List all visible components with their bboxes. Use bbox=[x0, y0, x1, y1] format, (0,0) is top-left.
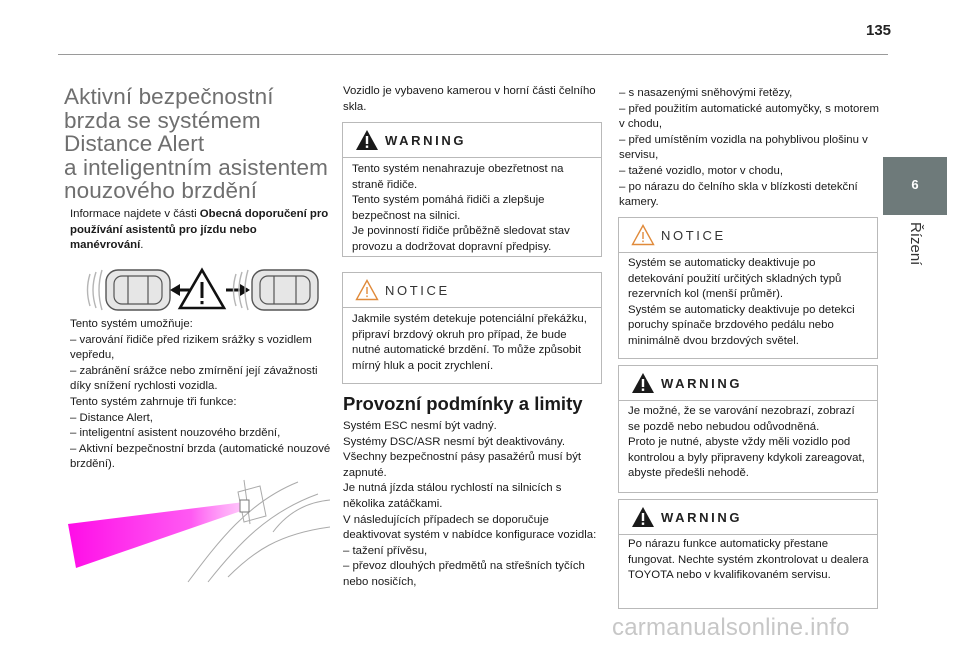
warning-box-3-text: Po nárazu funkce automaticky přestane fungovat. Nechte systém zkontrolovat u dealera TOYOTA nebo v kvalifikovaném servisu. bbox=[628, 538, 869, 582]
deactivation-list bbox=[619, 86, 881, 211]
notice-box-2-text: Systém se automaticky deaktivuje po detekování použití určitých skladných typů rezervních kol (menší průměr). Systém se automaticky deaktivuje po detekci poruchy spínače brzdového pedálu nebo minimálně dvou brzdových světel. bbox=[628, 257, 855, 347]
system-description bbox=[70, 317, 332, 473]
warning-box-2-header bbox=[619, 366, 877, 401]
header-rule bbox=[58, 54, 888, 55]
operating-conditions bbox=[343, 419, 605, 591]
notice-box-2-header bbox=[619, 218, 877, 253]
chapter-label-wrap bbox=[900, 222, 930, 282]
warning-label: WARNING bbox=[385, 133, 467, 148]
watermark: carmanualsonline.info bbox=[612, 614, 850, 641]
section-heading: Provozní podmínky a limity bbox=[343, 393, 583, 414]
intro-bold-link: Obecná doporučení pro používání asistentů pro jízdu nebo manévrování bbox=[70, 208, 329, 252]
chapter-number: 6 bbox=[911, 177, 919, 192]
chapter-label: Řízení bbox=[907, 222, 924, 266]
notice-box-1-text: Jakmile systém detekuje potenciální překážku, připraví brzdový okruh pro případ, že bude nutné automatické brzdění. To může způsobit mírný hluk a pocit zrychlení. bbox=[352, 313, 587, 372]
warning-box-3 bbox=[618, 499, 878, 609]
page-number: 135 bbox=[866, 22, 892, 39]
warning-box-2-text: Je možné, že se varování nezobrazí, zobrazí se pozdě nebo nebudou odůvodněná. Proto je nutné, abyste vždy měli vozidlo pod kontrolou a byly připraveny kdykoli zareagovat, abyste předešli nehodě. bbox=[628, 405, 865, 480]
system-description-text: Tento systém umožňuje: – varování řidiče před rizikem srážky s vozidlem vepředu, – zabránění srážce nebo zmírnění její závažnosti díky snížení rychlosti vozidla. Tento systém zahrnuje tři funkce: – Distance Alert, – inteligentní asistent nouzového brzdění, – Aktivní bezpečnostní brzda (automatické nouzové brzdění). bbox=[70, 318, 331, 471]
notice-label: NOTICE bbox=[385, 283, 450, 298]
intro-prefix: Informace najdete v části bbox=[70, 208, 200, 220]
operating-conditions-text: Systém ESC nesmí být vadný. Systémy DSC/ASR nesmí být deaktivovány. Všechny bezpečnostní pásy pasažérů musí být zapnuté. Je nutná jízda stálou rychlostí na silnicích s několika zatáčkami. V následujících případech se doporučuje deaktivovat systém v nabídce konfigurace vozidla: – tažení přívěsu, – převoz dlouhých předmětů na střešních tyčích nebo nosičích, bbox=[343, 420, 597, 588]
warning-box-1-text: Tento systém nenahrazuje obezřetnost na straně řidiče. Tento systém pomáhá řidiči a zlepšuje bezpečnost na silnici. Je povinností řidiče průběžně sledovat stav provozu a dodržovat dopravní předpisy. bbox=[352, 163, 570, 253]
notice-box-2 bbox=[618, 217, 878, 359]
intro-paragraph bbox=[70, 207, 330, 254]
warning-triangle-icon bbox=[631, 506, 655, 528]
warning-box-1-header bbox=[343, 123, 601, 158]
intro-suffix: . bbox=[140, 239, 144, 252]
notice-label: NOTICE bbox=[661, 228, 726, 243]
notice-box-1-header bbox=[343, 273, 601, 308]
distance-alert-illustration bbox=[84, 262, 324, 318]
chapter-tab[interactable] bbox=[883, 157, 947, 215]
camera-intro bbox=[343, 84, 603, 115]
warning-triangle-icon bbox=[631, 372, 655, 394]
page-title: Aktivní bezpečnostní brzda se systémem Distance Alert a inteligentním asistentem nouzového brzdění bbox=[64, 84, 328, 203]
camera-beam-illustration bbox=[68, 472, 330, 584]
notice-triangle-icon bbox=[355, 279, 379, 301]
notice-triangle-icon bbox=[631, 224, 655, 246]
deactivation-list-text: – s nasazenými sněhovými řetězy, – před použitím automatické automyčky, s motorem v chodu, – před umístěním vozidla na pohyblivou plošinu v servisu, – tažené vozidlo, motor v chodu, – po nárazu do čelního skla v blízkosti detekční kamery. bbox=[619, 87, 879, 209]
warning-box-1 bbox=[342, 122, 602, 257]
warning-label: WARNING bbox=[661, 510, 743, 525]
warning-triangle-icon bbox=[355, 129, 379, 151]
notice-box-1 bbox=[342, 272, 602, 384]
warning-box-3-header bbox=[619, 500, 877, 535]
warning-label: WARNING bbox=[661, 376, 743, 391]
camera-intro-text: Vozidlo je vybaveno kamerou v horní části čelního skla. bbox=[343, 85, 596, 113]
warning-box-2 bbox=[618, 365, 878, 493]
